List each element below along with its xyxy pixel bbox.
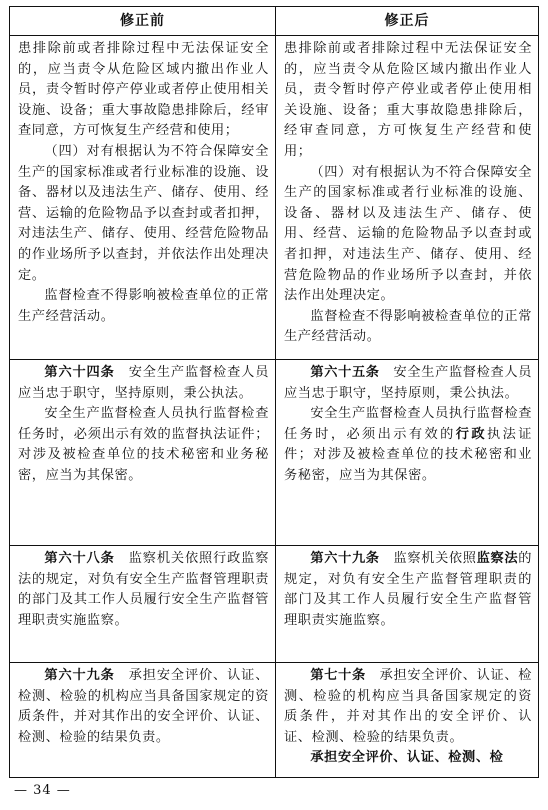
cell-after (276, 36, 539, 360)
paragraph (284, 666, 532, 748)
cell-after (276, 663, 539, 778)
cell-after (276, 546, 539, 663)
paragraph (18, 363, 269, 404)
cell-after (276, 360, 539, 546)
article-text: 承担安全评价、认证、检测、检验的机构应当具备国家规定的资质条件，并对其作出的安全评价、认证、检测、检验的结果负责。 (284, 668, 532, 745)
article-text: 的规定，对负有安全生产监督管理职责的部门及其工作人员履行安全生产监督管理职责实施监察。 (284, 551, 532, 628)
paragraph (284, 404, 532, 486)
table-row (10, 360, 539, 546)
comparison-table (9, 6, 539, 778)
page-number: — 34 — (14, 783, 71, 798)
paragraph (284, 363, 532, 404)
article-text: 承担安全评价、认证、检测、检验的机构应当具备国家规定的资质条件，并对其作出的安全评价、认证、检测、检验的结果负责。 (18, 668, 270, 745)
article-text: 安全生产监督检查人员应当忠于职守，坚持原则，秉公执法。 (18, 365, 270, 401)
article-number: 第六十五条 (310, 365, 380, 380)
paragraph: 监督检查不得影响被检查单位的正常生产经营活动。 (284, 308, 532, 345)
article-text: 监察机关依照 (393, 551, 477, 566)
article-text: 安全生产监督检查人员应当忠于职守，坚持原则，秉公执法。 (284, 365, 533, 401)
paragraph: （四）对有根据认为不符合保障安全生产的国家标准或者行业标准的设施、设备、器材以及违法生产、储存、使用、经营、运输的危险物品予以查封或者扣押，对违法生产、储存、使用、经营危险物品的作业场所予以查封，并依法作出处理决定。 (18, 143, 269, 283)
cell-before (10, 663, 276, 778)
paragraph (18, 666, 269, 748)
table-row (10, 546, 539, 663)
header-after: 修正后 (276, 7, 539, 36)
table-header-row (10, 7, 539, 36)
table-row (10, 36, 539, 360)
article-number: 第六十四条 (44, 365, 115, 380)
article-text: 安全生产监督检查人员执行监督检查任务时，必须出示有效的 (284, 406, 532, 442)
paragraph (18, 549, 269, 631)
article-number: 第七十条 (310, 668, 366, 683)
cell-before (10, 546, 276, 663)
article-number: 第六十九条 (44, 668, 115, 683)
cell-before (10, 36, 276, 360)
paragraph: 患排除前或者排除过程中无法保证安全的，应当责令从危险区域内撤出作业人员，责令暂时停产停业或者停止使用相关设施、设备；重大事故隐患排除后，经审查同意，方可恢复生产经营和使用； (18, 41, 269, 139)
article-number: 第六十九条 (310, 551, 380, 566)
article-number: 第六十八条 (44, 551, 115, 566)
paragraph: 患排除前或者排除过程中无法保证安全的，应当责令从危险区域内撤出作业人员，责令暂时停产停业或者停止使用相关设施、设备；重大事故隐患排除后，经审查同意，方可恢复生产经营和使用； (284, 41, 532, 159)
cell-before (10, 360, 276, 546)
paragraph: 安全生产监督检查人员执行监督检查任务时，必须出示有效的监督执法证件；对涉及被检查单位的技术秘密和业务秘密，应当为其保密。 (18, 406, 269, 483)
amended-text: 行政 (455, 426, 487, 442)
article-text: 执法证件；对涉及被检查单位的技术秘密和业务秘密，应当为其保密。 (284, 426, 532, 483)
paragraph (284, 549, 532, 631)
added-paragraph: 承担安全评价、认证、检测、检 (310, 750, 504, 766)
table-row (10, 663, 539, 778)
paragraph: 监督检查不得影响被检查单位的正常生产经营活动。 (18, 288, 269, 324)
amended-text: 监察法 (476, 551, 519, 566)
article-text: 监察机关依照行政监察法的规定，对负有安全生产监督管理职责的部门及其工作人员履行安全生产监督管理职责实施监察。 (18, 551, 270, 628)
paragraph: （四）对有根据认为不符合保障安全生产的国家标准或者行业标准的设施、设备、器材以及违法生产、储存、使用、经营、运输的危险物品予以查封或者扣押，对违法生产、储存、使用、经营危险物品的作业场所予以查封，并依法作出处理决定。 (284, 164, 532, 304)
header-before: 修正前 (10, 7, 276, 36)
